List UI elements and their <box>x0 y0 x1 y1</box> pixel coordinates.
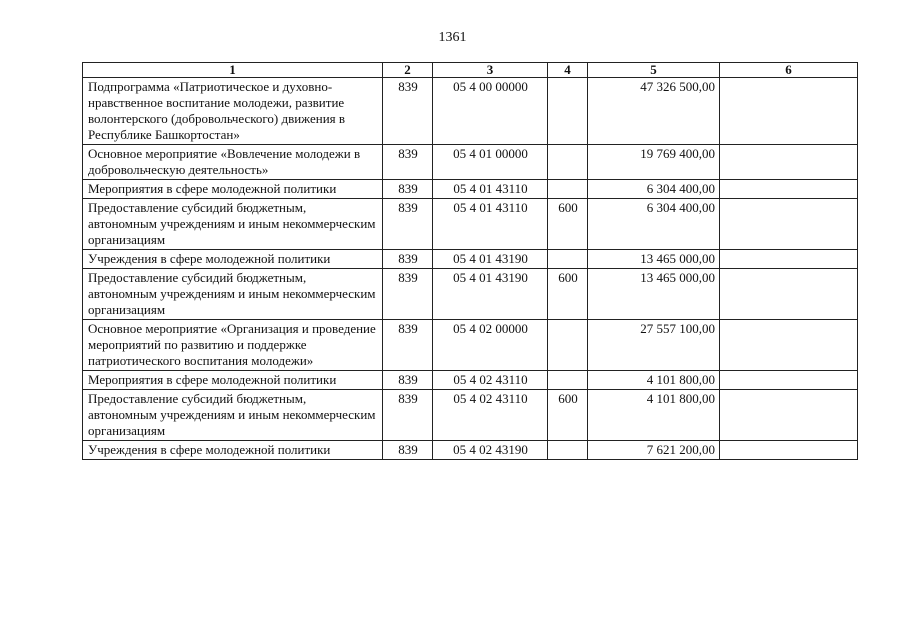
column-header-1: 1 <box>83 63 383 78</box>
target-article-cell: 05 4 02 43110 <box>433 371 548 390</box>
column-6-cell <box>720 390 858 441</box>
ministry-code-cell: 839 <box>383 250 433 269</box>
table-row <box>83 180 858 199</box>
expense-type-cell <box>548 78 588 145</box>
row-name-cell: Предоставление субсидий бюджетным, автономным учреждениям и иным некоммерческим организациям <box>83 199 383 250</box>
page-number: 1361 <box>438 30 467 45</box>
column-6-cell <box>720 180 858 199</box>
expense-type-cell <box>548 441 588 460</box>
row-name-cell: Учреждения в сфере молодежной политики <box>83 250 383 269</box>
ministry-code-cell: 839 <box>383 320 433 371</box>
target-article-cell: 05 4 02 43110 <box>433 390 548 441</box>
header-row <box>83 63 858 78</box>
expense-type-cell <box>548 250 588 269</box>
expense-type-cell: 600 <box>548 199 588 250</box>
column-6-cell <box>720 250 858 269</box>
amount-cell: 6 304 400,00 <box>588 199 720 250</box>
table-row <box>83 250 858 269</box>
amount-cell: 19 769 400,00 <box>588 145 720 180</box>
ministry-code-cell: 839 <box>383 145 433 180</box>
amount-cell: 27 557 100,00 <box>588 320 720 371</box>
column-6-cell <box>720 371 858 390</box>
table-row <box>83 78 858 145</box>
target-article-cell: 05 4 01 00000 <box>433 145 548 180</box>
amount-cell: 13 465 000,00 <box>588 250 720 269</box>
ministry-code-cell: 839 <box>383 441 433 460</box>
row-name-cell: Предоставление субсидий бюджетным, автономным учреждениям и иным некоммерческим организациям <box>83 269 383 320</box>
target-article-cell: 05 4 02 00000 <box>433 320 548 371</box>
ministry-code-cell: 839 <box>383 390 433 441</box>
column-6-cell <box>720 441 858 460</box>
table-row <box>83 390 858 441</box>
column-header-2: 2 <box>383 63 433 78</box>
target-article-cell: 05 4 01 43110 <box>433 199 548 250</box>
budget-table <box>82 62 858 460</box>
row-name-cell: Мероприятия в сфере молодежной политики <box>83 371 383 390</box>
column-header-6: 6 <box>720 63 858 78</box>
column-6-cell <box>720 199 858 250</box>
target-article-cell: 05 4 01 43110 <box>433 180 548 199</box>
column-6-cell <box>720 78 858 145</box>
row-name-cell: Мероприятия в сфере молодежной политики <box>83 180 383 199</box>
amount-cell: 4 101 800,00 <box>588 390 720 441</box>
amount-cell: 7 621 200,00 <box>588 441 720 460</box>
ministry-code-cell: 839 <box>383 180 433 199</box>
expense-type-cell <box>548 145 588 180</box>
column-header-4: 4 <box>548 63 588 78</box>
table-row <box>83 371 858 390</box>
target-article-cell: 05 4 01 43190 <box>433 250 548 269</box>
table-row <box>83 441 858 460</box>
table-row <box>83 145 858 180</box>
column-6-cell <box>720 269 858 320</box>
amount-cell: 13 465 000,00 <box>588 269 720 320</box>
expense-type-cell <box>548 320 588 371</box>
row-name-cell: Подпрограмма «Патриотическое и духовно-нравственное воспитание молодежи, развитие волонтерского (добровольческого) движения в Республике Башкортостан» <box>83 78 383 145</box>
expense-type-cell: 600 <box>548 390 588 441</box>
column-6-cell <box>720 145 858 180</box>
row-name-cell: Предоставление субсидий бюджетным, автономным учреждениям и иным некоммерческим организациям <box>83 390 383 441</box>
table-row <box>83 269 858 320</box>
column-header-5: 5 <box>588 63 720 78</box>
expense-type-cell: 600 <box>548 269 588 320</box>
ministry-code-cell: 839 <box>383 78 433 145</box>
column-header-3: 3 <box>433 63 548 78</box>
ministry-code-cell: 839 <box>383 269 433 320</box>
row-name-cell: Основное мероприятие «Организация и проведение мероприятий по развитию и поддержке патриотического воспитания молодежи» <box>83 320 383 371</box>
target-article-cell: 05 4 01 43190 <box>433 269 548 320</box>
row-name-cell: Основное мероприятие «Вовлечение молодежи в добровольческую деятельность» <box>83 145 383 180</box>
ministry-code-cell: 839 <box>383 199 433 250</box>
table-row <box>83 199 858 250</box>
row-name-cell: Учреждения в сфере молодежной политики <box>83 441 383 460</box>
target-article-cell: 05 4 02 43190 <box>433 441 548 460</box>
amount-cell: 4 101 800,00 <box>588 371 720 390</box>
expense-type-cell <box>548 371 588 390</box>
column-6-cell <box>720 320 858 371</box>
amount-cell: 6 304 400,00 <box>588 180 720 199</box>
ministry-code-cell: 839 <box>383 371 433 390</box>
expense-type-cell <box>548 180 588 199</box>
table-row <box>83 320 858 371</box>
target-article-cell: 05 4 00 00000 <box>433 78 548 145</box>
amount-cell: 47 326 500,00 <box>588 78 720 145</box>
